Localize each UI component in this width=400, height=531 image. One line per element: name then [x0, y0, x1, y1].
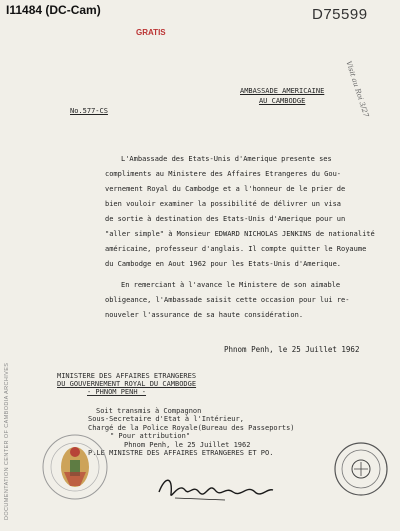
- document-id: I11484 (DC-Cam): [6, 3, 101, 17]
- transmittal-line: Sous-Secretaire d'Etat à l'Intérieur,: [88, 415, 244, 424]
- ministry-stamp-line-1: MINISTERE DES AFFAIRES ETRANGERES: [57, 372, 197, 380]
- body-line: compliments au Ministere des Affaires Etrangeres du Gou-: [105, 170, 342, 178]
- handwritten-margin-note: Visit au Roi 3/27: [344, 60, 371, 119]
- body-line: américaine, professeur d'anglais. Il compte quitter le Royaume: [105, 245, 367, 253]
- dccam-seal: [40, 432, 110, 506]
- letterhead-line-1: AMBASSADE AMERICAINE: [240, 87, 325, 95]
- transmittal-line: Phnom Penh, le 25 Juillet 1962: [124, 440, 251, 449]
- body-line: de sortie à destination des Etats-Unis d'Amerique pour un: [105, 215, 346, 223]
- body-line: "aller simple" à Monsieur EDWARD NICHOLAS JENKINS de nationalité: [105, 230, 375, 238]
- letter-body: [105, 152, 375, 323]
- signature: [155, 470, 275, 508]
- gratis-stamp: GRATIS: [136, 28, 166, 37]
- body-line: nouveler l'assurance de sa haute considération.: [105, 311, 304, 319]
- ministry-round-seal: [332, 440, 390, 502]
- ministry-stamp: [57, 372, 196, 396]
- letterhead-line-2: AU CAMBODGE: [258, 97, 306, 105]
- ministry-stamp-line-2: DU GOUVERNEMENT ROYAL DU CAMBODGE: [57, 380, 197, 388]
- body-line: L'Ambassade des Etats-Unis d'Amerique presente ses: [121, 155, 332, 163]
- body-line: obligeance, l'Ambassade saisit cette occasion pour lui re-: [105, 296, 350, 304]
- embassy-letterhead: [240, 86, 324, 106]
- letter-dateline: Phnom Penh, le 25 Juillet 1962: [224, 345, 360, 354]
- transmittal-line: P.LE MINISTRE DES AFFAIRES ETRANGERES ET PO.: [88, 449, 274, 458]
- transmittal-note: [88, 407, 295, 457]
- transmittal-line: " Pour attribution": [110, 432, 191, 441]
- archive-number: D75599: [312, 6, 368, 23]
- transmittal-line: Soit transmis à Compagnon: [96, 407, 202, 415]
- ministry-stamp-line-3: - PHNOM PENH -: [87, 388, 147, 396]
- archive-watermark: DOCUMENTATION CENTER OF CAMBODIA ARCHIVES: [4, 362, 10, 520]
- body-line: du Cambodge en Aout 1962 pour les Etats-Unis d'Amerique.: [105, 260, 342, 268]
- transmittal-line: Chargé de la Police Royale(Bureau des Passeports): [88, 423, 295, 432]
- body-line: bien vouloir examiner la possibilité de délivrer un visa: [105, 200, 342, 208]
- reference-number: No.577-CS: [70, 107, 108, 115]
- body-line: En remerciant à l'avance le Ministere de son aimable: [121, 281, 341, 289]
- body-line: vernement Royal du Cambodge et a l'honneur de le prier de: [105, 185, 346, 193]
